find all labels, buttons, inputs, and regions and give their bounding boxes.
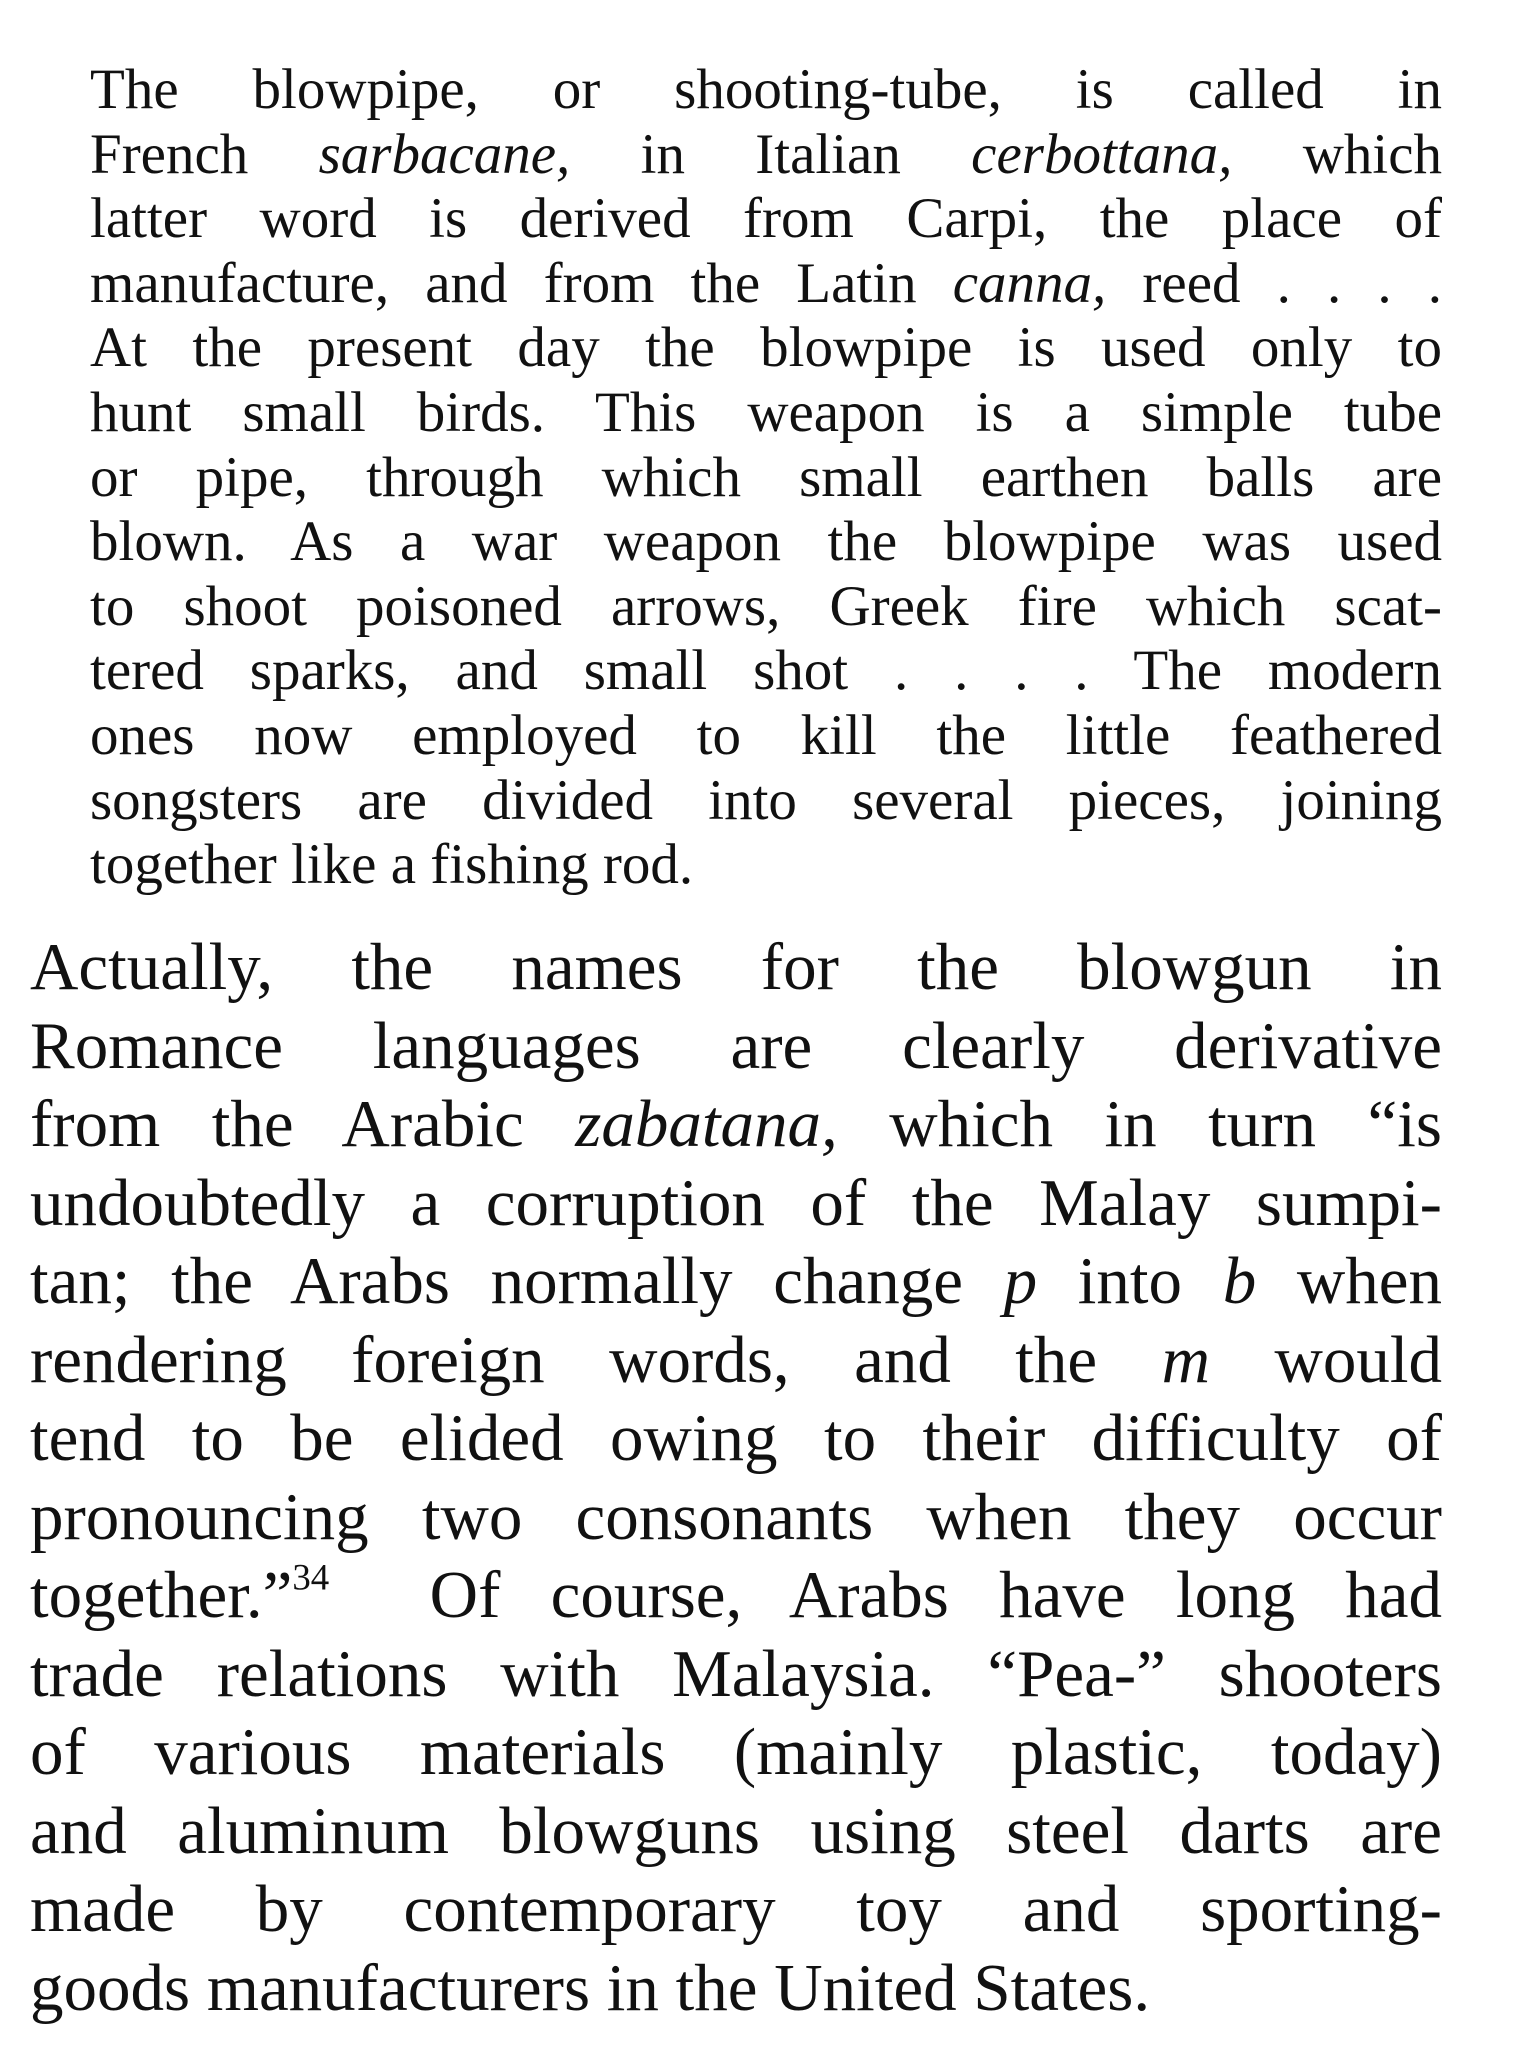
text-run: French: [90, 122, 319, 186]
quote-line: [90, 252, 1442, 317]
paragraph-line: [30, 1085, 1442, 1164]
text-run: trade relations with Malaysia. “Pea-” shooters: [30, 1636, 1442, 1711]
block-quote: [90, 58, 1442, 898]
text-run: tered sparks, and small shot . . . . The modern: [90, 639, 1442, 703]
text-run: which: [1232, 122, 1442, 186]
paragraph-line: [30, 1556, 1442, 1635]
quote-line: [90, 639, 1442, 704]
paragraph-line: [30, 1242, 1442, 1321]
text-run: together.”: [30, 1558, 293, 1632]
quote-line: [90, 510, 1442, 575]
paragraph-line: [30, 1635, 1442, 1714]
text-run: hunt small birds. This weapon is a simple tube: [90, 380, 1442, 444]
text-run: in Italian: [570, 122, 972, 186]
italic-term: zabatana,: [575, 1087, 838, 1161]
paragraph-line: [30, 928, 1442, 1007]
body-paragraph: [30, 928, 1442, 2027]
paragraph-line: [30, 1713, 1442, 1792]
text-run: Actually, the names for the blowgun in: [30, 930, 1442, 1004]
text-run: manufacture, and from the Latin: [90, 251, 953, 315]
text-run: tend to be elided owing to their difficulty of: [30, 1401, 1442, 1475]
text-run: Of course, Arabs have long had: [329, 1558, 1442, 1632]
text-run: into: [1037, 1244, 1223, 1318]
quote-line: [90, 704, 1442, 769]
italic-term: m: [1161, 1322, 1211, 1397]
quote-line: [90, 316, 1442, 381]
text-run: to shoot poisoned arrows, Greek fire which scat-: [90, 574, 1442, 638]
quote-line: [90, 833, 1442, 898]
paragraph-line: [30, 1164, 1442, 1243]
text-run: or pipe, through which small earthen balls are: [90, 445, 1442, 509]
quote-line: [90, 381, 1442, 446]
text-run: songsters are divided into several pieces, joining: [90, 768, 1442, 832]
italic-term: p: [1003, 1244, 1038, 1318]
paragraph-line: [30, 1399, 1442, 1478]
quote-line: [90, 58, 1442, 123]
text-run: At the present day the blowpipe is used only to: [90, 316, 1442, 380]
text-run: pronouncing two consonants when they occur: [30, 1479, 1442, 1554]
text-run: latter word is derived from Carpi, the place of: [90, 187, 1442, 251]
paragraph-line: [30, 1949, 1442, 2028]
text-run: made by contemporary toy and sporting-: [30, 1872, 1442, 1946]
quote-line: [90, 187, 1442, 252]
quote-line: [90, 123, 1442, 188]
text-run: tan; the Arabs normally change: [30, 1244, 1004, 1318]
quote-line: [90, 769, 1442, 834]
text-run: undoubtedly a corruption of the Malay sumpi-: [30, 1165, 1442, 1240]
quote-line: [90, 446, 1442, 511]
italic-term: sarbacane,: [318, 122, 571, 186]
text-run: from the Arabic: [30, 1087, 576, 1161]
text-run: of various materials (mainly plastic, today): [30, 1715, 1442, 1789]
text-run: goods manufacturers in the United States.: [30, 1950, 1151, 2025]
paragraph-line: [30, 1478, 1442, 1557]
text-run: and aluminum blowguns using steel darts are: [30, 1793, 1442, 1868]
text-run: reed . . . .: [1106, 251, 1442, 315]
text-run: blown. As a war weapon the blowpipe was used: [90, 510, 1442, 574]
text-run: when: [1256, 1244, 1442, 1318]
paragraph-line: [30, 1007, 1442, 1086]
text-run: would: [1210, 1322, 1442, 1397]
quote-line: [90, 575, 1442, 640]
text-run: rendering foreign words, and the: [30, 1322, 1162, 1397]
text-run: The blowpipe, or shooting-tube, is called in: [90, 58, 1442, 121]
italic-term: cerbottana,: [971, 122, 1233, 186]
paragraph-line: [30, 1321, 1442, 1400]
text-run: together like a fishing rod.: [90, 833, 694, 897]
footnote-marker: 34: [292, 1556, 330, 1598]
italic-term: b: [1222, 1244, 1257, 1318]
paragraph-line: [30, 1870, 1442, 1949]
text-run: Romance languages are clearly derivative: [30, 1008, 1442, 1083]
text-run: which in turn “is: [837, 1087, 1442, 1161]
italic-term: canna,: [952, 251, 1107, 315]
paragraph-line: [30, 1792, 1442, 1871]
text-run: ones now employed to kill the little feathered: [90, 703, 1442, 767]
